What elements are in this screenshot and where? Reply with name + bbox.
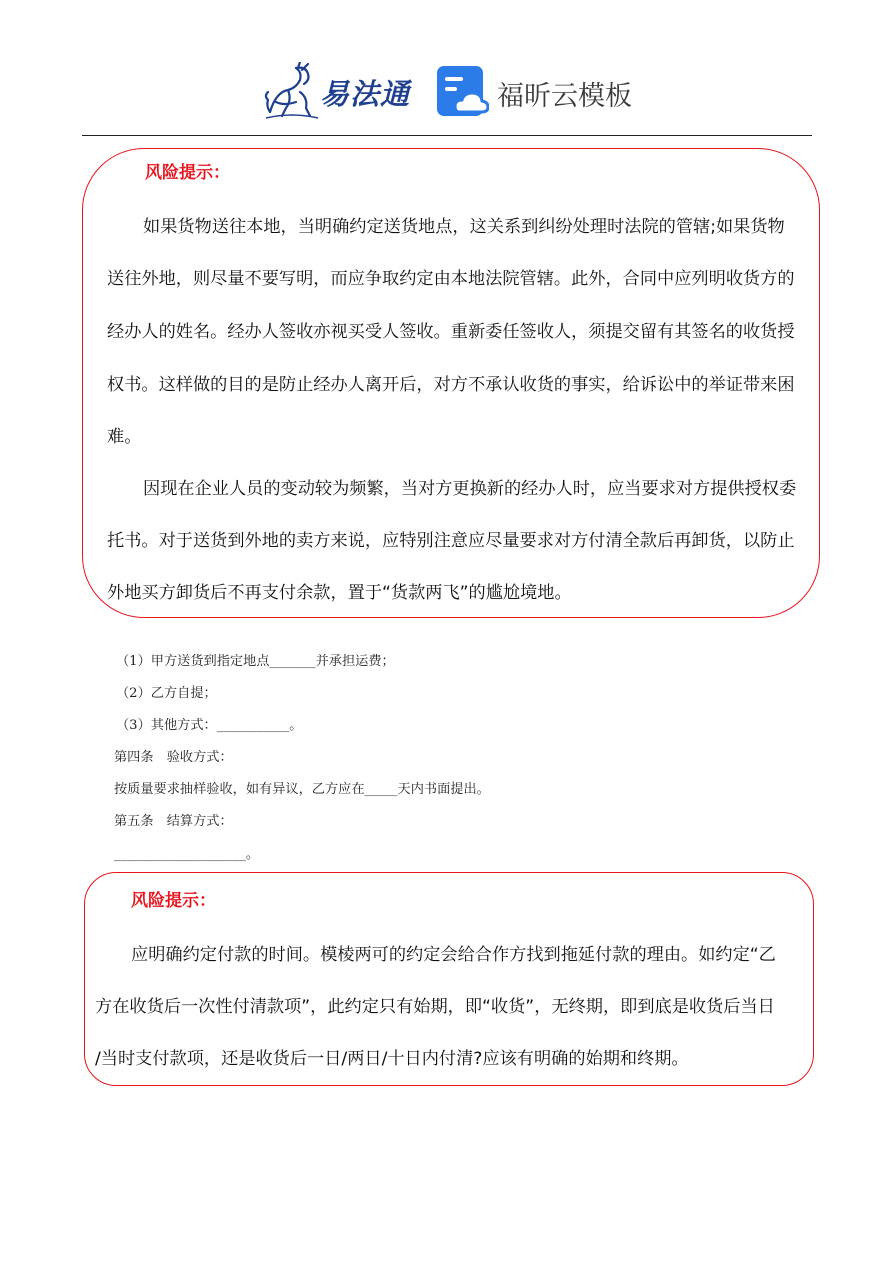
- risk-tip-line: 送往外地，则尽量不要写明，而应争取约定由本地法院管辖。此外，合同中应列明收货方的: [107, 269, 795, 289]
- delivery-option-3: （3）其他方式：___________。: [116, 718, 303, 733]
- risk-tip-line: 难。: [107, 427, 142, 447]
- page-header: [0, 50, 893, 130]
- foxit-template-logo: [435, 64, 635, 118]
- article-4-heading: 第四条 验收方式：: [114, 750, 233, 765]
- risk-tip-line: 应明确约定付款的时间。模棱两可的约定会给合作方找到拖延付款的理由。如约定“乙: [131, 945, 776, 965]
- risk-tip-title: 风险提示：: [145, 163, 230, 183]
- risk-tip-line: 如果货物送往本地，当明确约定送货地点，这关系到纠纷处理时法院的管辖;如果货物: [143, 217, 785, 237]
- cloud-document-icon: [435, 64, 489, 118]
- risk-tip-line: 外地买方卸货后不再支付余款，置于“货款两飞”的尴尬境地。: [107, 583, 572, 603]
- yifatong-logo-text: 易法通: [320, 77, 411, 111]
- risk-tip-title: 风险提示：: [131, 891, 216, 911]
- delivery-option-2: （2）乙方自提；: [116, 686, 217, 701]
- delivery-option-1: （1）甲方送货到指定地点_______并承担运费；: [116, 654, 395, 669]
- risk-tip-line: /当时支付款项，还是收货后一日/两日/十日内付清?应该有明确的始期和终期。: [95, 1049, 689, 1069]
- risk-tip-line: 经办人的姓名。经办人签收亦视买受人签收。重新委任签收人，须提交留有其签名的收货授: [107, 322, 795, 342]
- risk-tip-line: 权书。这样做的目的是防止经办人离开后，对方不承认收货的事实，给诉讼中的举证带来困: [107, 375, 795, 395]
- foxit-template-logo-text: 福昕云模板: [497, 81, 632, 112]
- kirin-icon: [262, 62, 322, 120]
- risk-tip-line: 因现在企业人员的变动较为频繁，当对方更换新的经办人时，应当要求对方提供授权委: [143, 479, 797, 499]
- article-5-heading: 第五条 结算方式：: [114, 814, 233, 829]
- article-4-body: 按质量要求抽样验收，如有异议，乙方应在_____天内书面提出。: [114, 782, 490, 797]
- risk-tip-box-delivery: [82, 148, 820, 618]
- article-5-blank: ____________________。: [114, 847, 260, 862]
- yifatong-logo: [262, 62, 412, 120]
- risk-tip-line: 方在收货后一次性付清款项”，此约定只有始期，即“收货”，无终期，即到底是收货后当日: [95, 997, 775, 1017]
- risk-tip-line: 托书。对于送货到外地的卖方来说，应特别注意应尽量要求对方付清全款后再卸货，以防止: [107, 531, 795, 551]
- header-divider: [82, 135, 812, 136]
- risk-tip-box-payment: [84, 872, 814, 1086]
